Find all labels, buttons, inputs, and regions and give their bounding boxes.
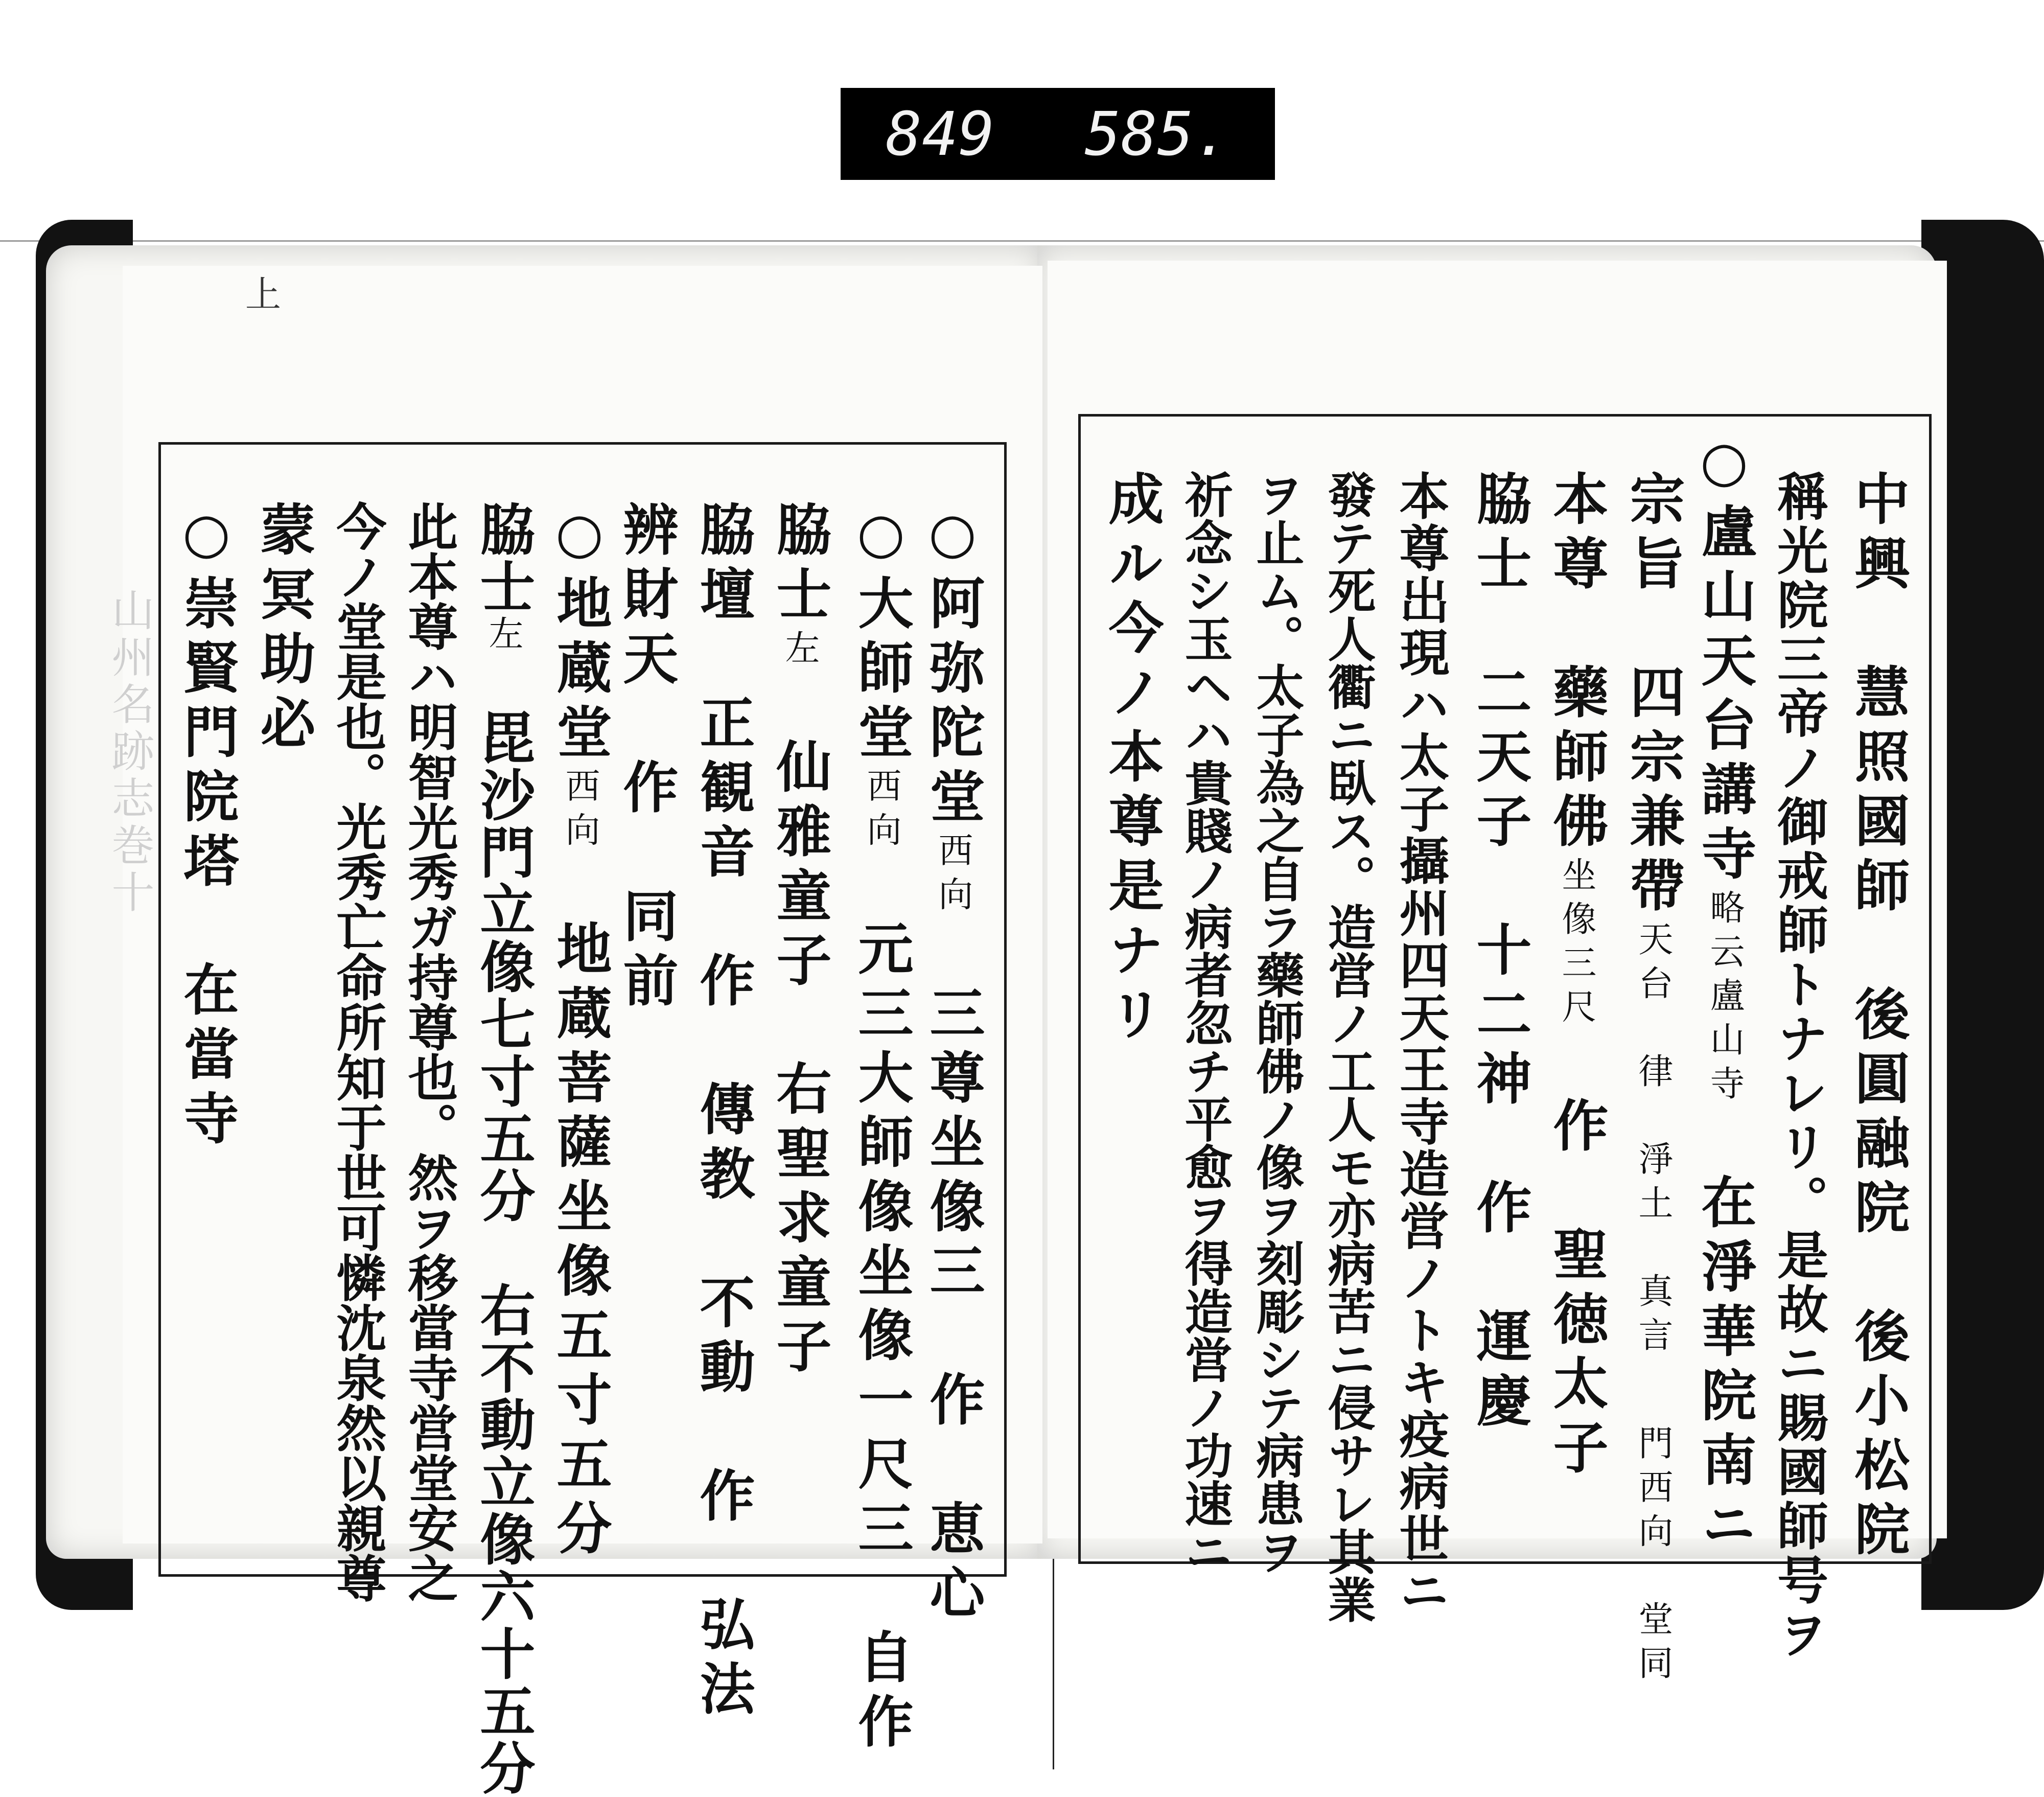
right-col-1: 中興 慧照國師 後圓融院 後小松院	[1845, 470, 1910, 1565]
catalog-number-left: 849	[886, 99, 995, 169]
scan-top-line	[0, 240, 2044, 242]
right-col-10: 祈念シ玉ヘハ貴賤ノ病者忽チ平愈ヲ得造営ノ功速ニ	[1176, 470, 1233, 1575]
catalog-number-label	[841, 88, 1275, 180]
left-col-6: ○地蔵堂西向 地蔵菩薩坐像五寸五分	[547, 501, 612, 1564]
right-col-9: ヲ止ム。太子為之自ラ藥師佛ノ像ヲ刻彫シテ病患ヲ	[1248, 470, 1304, 1575]
right-col-3: ○盧山天台講寺略云盧山寺 在淨華院南ニ	[1692, 429, 1756, 1560]
page-mark: 上	[245, 273, 281, 315]
left-col-7: 脇士左 毘沙門立像七寸五分 右不動立像六十五分	[471, 501, 535, 1797]
left-col-9: 今ノ堂是也。光秀亡命所知于世可憐沈泉然以親尊	[328, 501, 387, 1603]
left-col-11: ○崇賢門院塔 在當寺	[174, 501, 239, 1154]
right-col-6: 脇士 二天子 十二神 作 運慶	[1467, 470, 1531, 1436]
right-col-5: 本尊 藥師佛坐像三尺 作 聖徳太子	[1544, 470, 1608, 1483]
left-col-2: ○大師堂西向 元三大師像坐像一尺三 自作	[849, 501, 913, 1757]
right-col-7: 本尊出現ハ太子攝州四天王寺造営ノトキ疫病世ニ	[1391, 470, 1450, 1617]
right-col-2: 稱光院三帝ノ御戒師トナレリ。是故ニ賜國師号ヲ	[1769, 470, 1829, 1662]
spine-title: 山州名跡志巻十	[105, 588, 155, 917]
left-col-5: 辨財天 作 同前	[614, 501, 678, 1016]
catalog-number-right: 585.	[1084, 99, 1230, 169]
right-col-8: 發テ死人衢ニ臥ス。造営ノ工人モ亦病苦ニ侵サレ其業	[1319, 470, 1376, 1623]
right-col-11: 成ル今ノ本尊是ナリ	[1099, 470, 1164, 1050]
left-col-8: 此本尊ハ明智光秀ガ持尊也。然ヲ移當寺営堂安之	[400, 501, 458, 1603]
right-col-4: 宗旨 四宗兼帶天台 律 淨土 真言 門西向 堂同	[1620, 470, 1685, 1689]
left-col-10: 蒙冥助必	[251, 501, 315, 758]
left-col-3: 脇士左 仙雅童子 右聖求童子	[767, 501, 831, 1382]
left-col-4: 脇壇 正観音 作 傳教 不動 作 弘法	[690, 501, 755, 1724]
scan-bottom-line	[1053, 1523, 1054, 1769]
left-col-1: ○阿弥陀堂西向 三尊坐像三 作 恵心	[920, 501, 985, 1628]
